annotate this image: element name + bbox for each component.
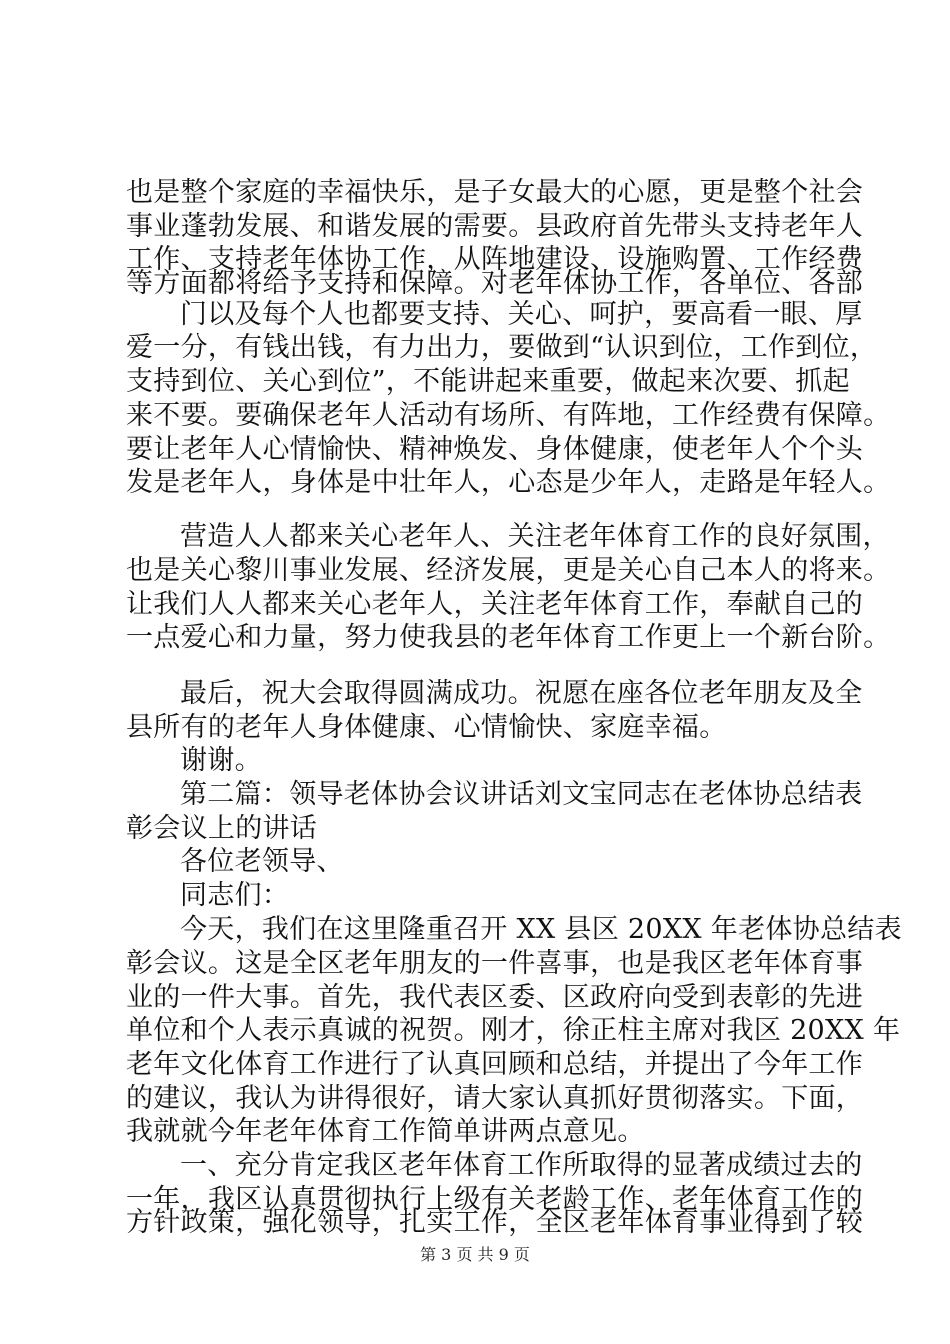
text-line: 彰会议。这是全区老年朋友的一件喜事，也是我区老年体育事 — [126, 948, 864, 979]
text-line: 爱一分，有钱出钱，有力出力，要做到“认识到位，工作到位， — [126, 332, 878, 363]
text-line: 方针政策，强化领导，扎实工作，全区老年体育事业得到了较 — [126, 1207, 864, 1238]
text-line: 谢谢。 — [180, 745, 262, 776]
text-line: 要让老年人心情愉快、精神焕发、身体健康，使老年人个个头 — [126, 434, 864, 465]
text-line: 单位和个人表示真诚的祝贺。刚才，徐正柱主席对我区 20XX 年 — [126, 1015, 901, 1046]
section-heading: 第二篇：领导老体协会议讲话刘文宝同志在老体协总结表 — [180, 779, 863, 810]
text-line: 来不要。要确保老年人活动有场所、有阵地，工作经费有保障。 — [126, 400, 891, 431]
text-line: 县所有的老年人身体健康、心情愉快、家庭幸福。 — [126, 712, 727, 743]
text-line: 老年文化体育工作进行了认真回顾和总结，并提出了今年工作 — [126, 1049, 864, 1080]
text-line: 门以及每个人也都要支持、关心、呵护，要高看一眼、厚 — [180, 299, 863, 330]
text-line: 工作、支持老年体协工作，从阵地建设、设施购置、工作经费 — [126, 244, 864, 275]
text-line: 让我们人人都来关心老年人，关注老年体育工作，奉献自己的 — [126, 589, 864, 620]
section-heading: 彰会议上的讲话 — [126, 813, 318, 844]
text-line: 我就就今年老年体育工作简单讲两点意见。 — [126, 1116, 645, 1147]
salutation: 同志们： — [180, 880, 290, 911]
text-line: 的建议，我认为讲得很好，请大家认真抓好贯彻落实。下面， — [126, 1083, 864, 1114]
text-line: 也是整个家庭的幸福快乐，是子女最大的心愿，更是整个社会 — [126, 177, 864, 208]
text-line: 今天，我们在这里隆重召开 XX 县区 20XX 年老体协总结表 — [180, 914, 902, 945]
text-line: 发是老年人，身体是中壮年人，心态是少年人，走路是年轻人。 — [126, 467, 891, 498]
salutation: 各位老领导、 — [180, 846, 344, 877]
text-line: 一、充分肯定我区老年体育工作所取得的显著成绩过去的 — [180, 1150, 863, 1181]
text-line: 最后，祝大会取得圆满成功。祝愿在座各位老年朋友及全 — [180, 678, 863, 709]
text-line: 营造人人都来关心老年人、关注老年体育工作的良好氛围， — [180, 521, 890, 552]
text-line: 业的一件大事。首先，我代表区委、区政府向受到表彰的先进 — [126, 982, 864, 1013]
text-line: 一年，我区认真贯彻执行上级有关老龄工作、老年体育工作的 — [126, 1184, 864, 1215]
text-line: 支持到位、关心到位”，不能讲起来重要，做起来次要、抓起 — [126, 366, 850, 397]
page-indicator: 第 3 页 共 9 页 — [420, 1245, 530, 1264]
text-line: 一点爱心和力量，努力使我县的老年体育工作更上一个新台阶。 — [126, 622, 891, 653]
text-line: 等方面都将给予支持和保障。对老年体协工作，各单位、各部 — [126, 268, 864, 299]
text-line: 也是关心黎川事业发展、经济发展，更是关心自己本人的将来。 — [126, 555, 891, 586]
text-line: 事业蓬勃发展、和谐发展的需要。县政府首先带头支持老年人 — [126, 211, 864, 242]
